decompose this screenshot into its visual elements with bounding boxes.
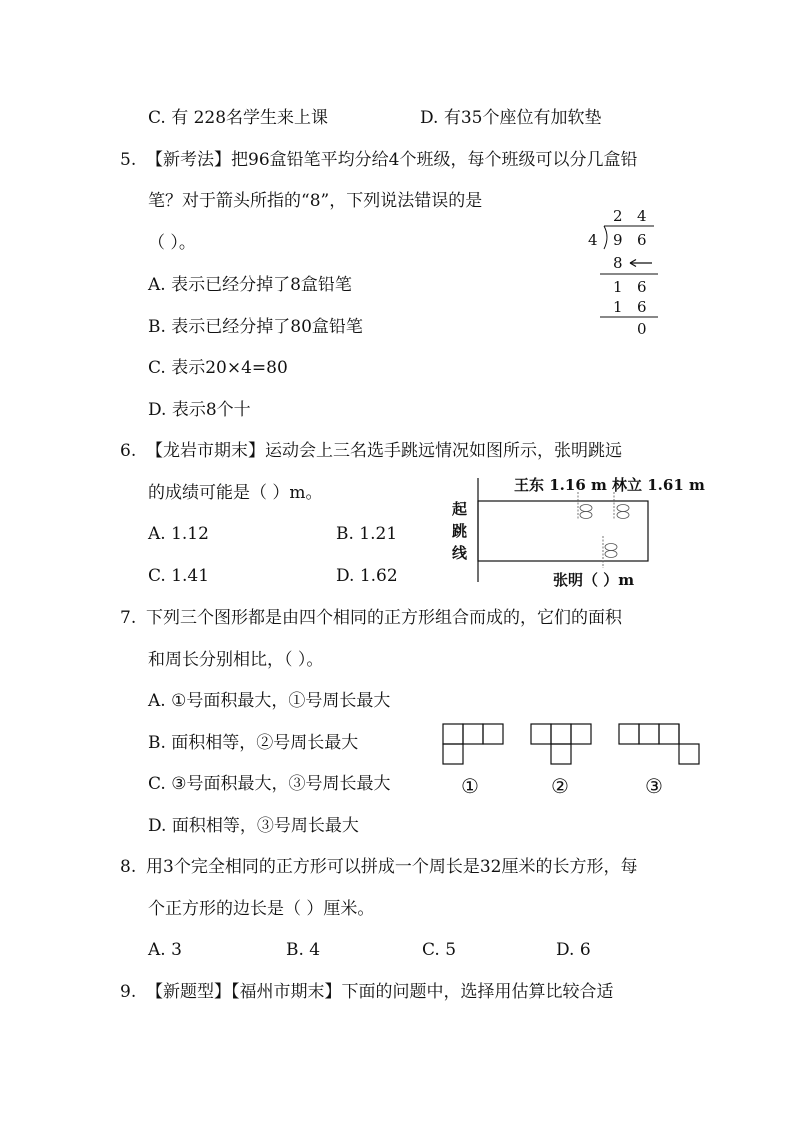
long-division-figure [580, 200, 680, 340]
q7-text-line1: 下列三个图形都是由四个相同的正方形组合而成的，它们的面积 [146, 608, 622, 628]
division-step-digit: 1 [613, 298, 623, 316]
q5-option-d: D. 表示8个十 [148, 400, 251, 420]
q8-text-line2: 个正方形的边长是（ ）厘米。 [148, 899, 375, 919]
q6-option-c: C. 1.41 [148, 566, 210, 586]
quotient-digit: 2 [613, 207, 623, 225]
q6-number: 6. [120, 441, 137, 461]
q5-number: 5. [120, 150, 137, 170]
q5-option-b: B. 表示已经分掉了80盒铅笔 [148, 317, 363, 337]
q7-option-b: B. 面积相等，②号周长最大 [148, 733, 359, 753]
division-step-digit: 6 [637, 278, 647, 296]
q7-option-a: A. ①号面积最大，①号周长最大 [148, 691, 391, 711]
q6-text-line2: 的成绩可能是（ ）m。 [148, 483, 323, 503]
long-jump-figure [440, 470, 710, 595]
q4-option-c: C. 有 228名学生来上课 [148, 108, 329, 128]
shape-label: ② [551, 774, 569, 798]
division-remainder: 0 [637, 320, 647, 338]
quotient-digit: 4 [637, 207, 647, 225]
q7-number: 7. [120, 608, 137, 628]
start-line-char: 跳 [452, 522, 468, 540]
q7-text-line2: 和周长分别相比，（ ）。 [148, 650, 324, 670]
q7-option-c: C. ③号面积最大，③号周长最大 [148, 774, 391, 794]
square-shapes-figure [438, 718, 738, 808]
q8-number: 8. [120, 857, 137, 877]
divisor: 4 [588, 231, 598, 249]
q5-option-c: C. 表示20×4=80 [148, 358, 288, 378]
q8-option-b: B. 4 [286, 940, 321, 960]
q8-text-line1: 用3个完全相同的正方形可以拼成一个周长是32厘米的长方形，每 [146, 857, 638, 877]
dividend-digit: 9 [613, 231, 623, 249]
shape-label: ① [461, 774, 479, 798]
label-wang-dong: 王东 1.16 m [514, 476, 607, 494]
q5-option-a: A. 表示已经分掉了8盒铅笔 [148, 275, 352, 295]
q8-option-d: D. 6 [556, 940, 591, 960]
q6-option-a: A. 1.12 [148, 524, 209, 544]
q9-number: 9. [120, 982, 137, 1002]
q9-text-line1: 【新题型】【福州市期末】下面的问题中，选择用估算比较合适 [146, 982, 614, 1002]
q8-option-a: A. 3 [148, 940, 182, 960]
label-zhang-ming: 张明（ ）m [553, 571, 635, 589]
shape-2 [531, 724, 591, 764]
q5-text-line3: （ ）。 [148, 233, 196, 253]
footprint-icon [578, 492, 592, 520]
q6-text-line1: 【龙岩市期末】运动会上三名选手跳远情况如图所示，张明跳远 [146, 441, 622, 461]
q5-text-line1: 【新考法】把96盒铅笔平均分给4个班级，每个班级可以分几盒铅 [146, 150, 638, 170]
q6-option-d: D. 1.62 [336, 566, 398, 586]
shape-1 [443, 724, 503, 764]
division-step-digit: 6 [637, 298, 647, 316]
q5-text-line2: 笔？对于箭头所指的“8”，下列说法错误的是 [148, 191, 483, 211]
start-line-char: 线 [452, 544, 468, 562]
shape-3 [619, 724, 699, 764]
q6-option-b: B. 1.21 [336, 524, 398, 544]
label-lin-li: 林立 1.61 m [612, 476, 705, 494]
footprint-icon [614, 492, 629, 520]
division-step-digit: 1 [613, 278, 623, 296]
q4-option-d: D. 有35个座位有加软垫 [420, 108, 602, 128]
division-step-8: 8 [613, 254, 623, 272]
dividend-digit: 6 [637, 231, 647, 249]
start-line-char: 起 [452, 500, 468, 518]
footprint-icon [603, 536, 617, 568]
q8-option-c: C. 5 [422, 940, 457, 960]
shape-label: ③ [645, 774, 663, 798]
q7-option-d: D. 面积相等，③号周长最大 [148, 816, 359, 836]
sand-pit [478, 501, 648, 561]
